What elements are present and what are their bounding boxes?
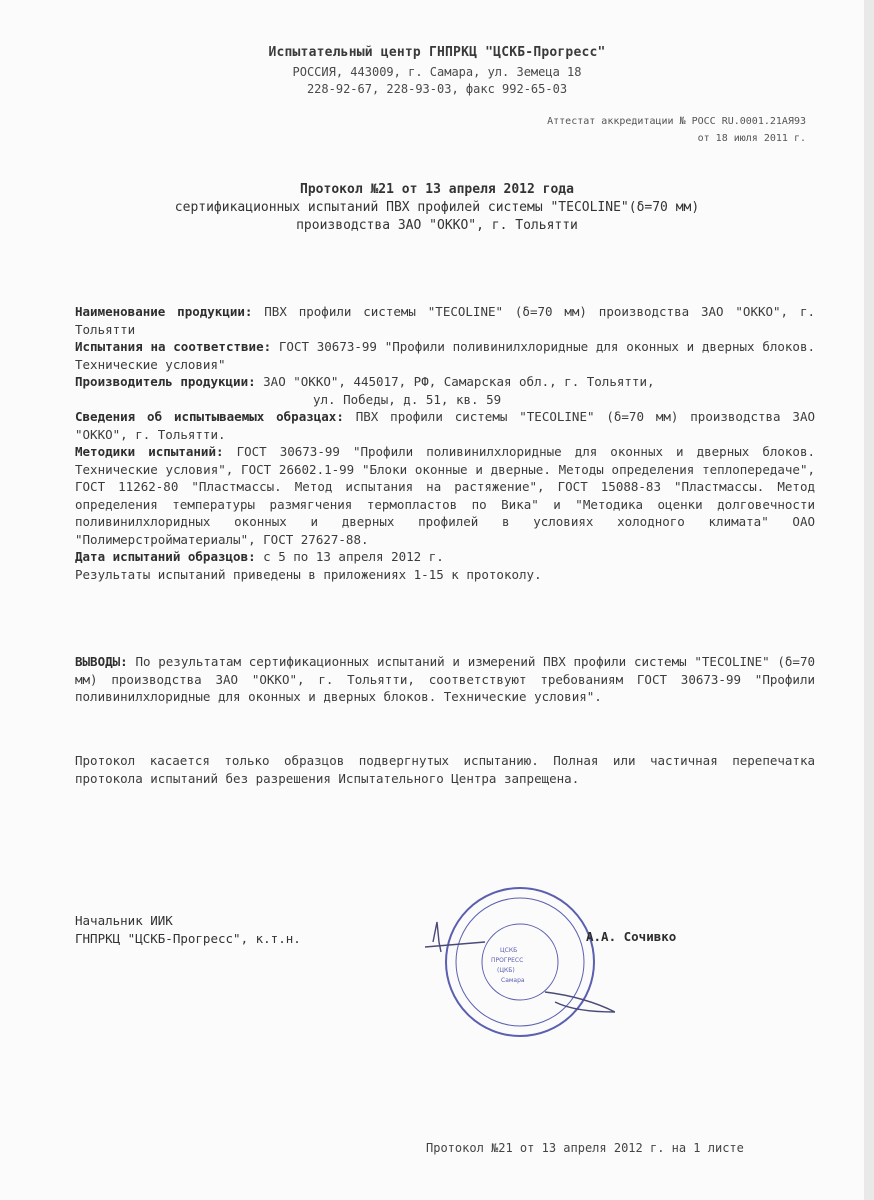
signature-stroke-1	[433, 922, 441, 952]
signatory-name: А.А. Сочивко	[586, 929, 677, 944]
manufacturer-address: ул. Победы, д. 51, кв. 59	[313, 391, 502, 407]
product-label: Наименование продукции:	[75, 304, 253, 319]
compliance-label: Испытания на соответствие:	[75, 339, 272, 354]
product-value: ПВХ профили системы "TECOLINE" (δ=70 мм) производства ЗАО "ОККО", г. Тольятти	[75, 304, 815, 337]
samples-field	[75, 408, 815, 443]
methods-label: Методики испытаний:	[75, 444, 224, 459]
seal-text-1: ЦСКБ	[500, 947, 518, 954]
page-footer: Протокол №21 от 13 апреля 2012 г. на 1 листе	[426, 1141, 744, 1155]
org-name: Испытательный центр ГНПРКЦ "ЦСКБ-Прогресс"	[268, 45, 606, 60]
org-address: РОССИЯ, 443009, г. Самара, ул. Земеца 18	[292, 65, 582, 79]
samples-value: ПВХ профили системы "TECOLINE" (δ=70 мм) производства ЗАО "ОККО", г. Тольятти.	[75, 409, 816, 442]
seal-text-2: ПРОГРЕСС	[491, 957, 524, 964]
accreditation-date: от 18 июля 2011 г.	[697, 133, 806, 144]
methods-field	[75, 443, 815, 548]
product-field	[75, 303, 815, 338]
signatory-title: Начальник ИИК	[75, 913, 173, 928]
manufacturer-label: Производитель продукции:	[75, 374, 256, 389]
conclusions-paragraph	[75, 653, 815, 706]
signatory-position	[75, 912, 301, 948]
seal-text-4: Самара	[501, 977, 525, 984]
manufacturer-field	[75, 373, 815, 391]
protocol-title: Протокол №21 от 13 апреля 2012 года	[300, 182, 574, 197]
conclusions-text: По результатам сертификационных испытаний и измерений ПВХ профили системы "TECOLINE" (δ=70 мм) производства ЗАО "ОККО", г. Тольятти, соответствуют требованиям ГОСТ 30673-99 "Профили поливинилхлоридные для оконных и дверных блоков. Технические условия".	[75, 654, 816, 704]
org-phones: 228-92-67, 228-93-03, факс 992-65-03	[306, 82, 568, 96]
signatory-org: ГНПРКЦ "ЦСКБ-Прогресс", к.т.н.	[75, 931, 301, 946]
protocol-details	[75, 303, 815, 583]
dates-label: Дата испытаний образцов:	[75, 549, 256, 564]
manufacturer-value: ЗАО "ОККО", 445017, РФ, Самарская обл., г. Тольятти,	[263, 374, 655, 389]
protocol-subtitle: сертификационных испытаний ПВХ профилей системы "TECOLINE"(δ=70 мм)	[174, 200, 700, 215]
dates-field	[75, 548, 815, 566]
seal-stamp	[425, 882, 615, 1042]
conclusions-label: ВЫВОДЫ:	[75, 654, 128, 669]
compliance-value: ГОСТ 30673-99 "Профили поливинилхлоридные для оконных и дверных блоков. Технические условия"	[75, 339, 816, 372]
scan-edge	[864, 0, 874, 1200]
samples-label: Сведения об испытываемых образцах:	[75, 409, 344, 424]
disclaimer-section	[75, 752, 815, 787]
protocol-subtitle-2: производства ЗАО "ОККО", г. Тольятти	[296, 218, 578, 233]
disclaimer-text: Протокол касается только образцов подвергнутых испытанию. Полная или частичная перепечатка протокола испытаний без разрешения Испытательного Центра запрещена.	[75, 753, 815, 786]
signature-stroke-3	[545, 992, 615, 1012]
seal-text-3: (ЦКБ)	[497, 967, 515, 974]
methods-value: ГОСТ 30673-99 "Профили поливинилхлоридные для оконных и дверных блоков. Технические условия", ГОСТ 26602.1-99 "Блоки оконные и дверные. Методы определения теплопередаче", ГОСТ 11262-80 "Пластмассы. Метод испытания на растяжение", ГОСТ 15088-83 "Пластмассы. Метод определения температуры размягчения термопластов по Вика" и "Методика оценки долговечности поливинилхлоридных оконных и дверных профилей в условиях холодного климата" ОАО "Полимерстройматериалы", ГОСТ 27627-88.	[75, 444, 815, 547]
signature-stroke-2	[425, 942, 485, 947]
dates-value: с 5 по 13 апреля 2012 г.	[263, 549, 444, 564]
accreditation-line: Аттестат аккредитации № РОСС RU.0001.21АЯ93	[547, 116, 806, 127]
results-note: Результаты испытаний приведены в приложениях 1-15 к протоколу.	[75, 566, 542, 582]
compliance-field	[75, 338, 815, 373]
seal-inner-text	[491, 947, 525, 984]
conclusions-section	[75, 653, 815, 706]
